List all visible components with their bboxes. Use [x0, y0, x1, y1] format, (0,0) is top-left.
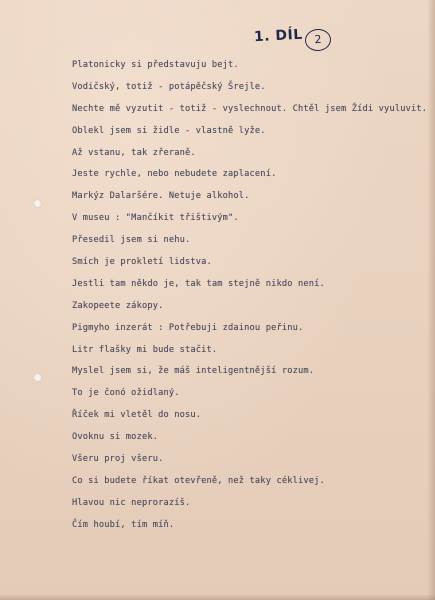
quote-line: Až vstanu, tak zřeraně.: [72, 147, 196, 158]
quote-line: Čím houbí, tím míň.: [72, 519, 175, 530]
quote-line: Co si budete říkat otevřeně, než taky céklivej.: [72, 475, 325, 486]
quote-line: Zakopeete zákopy.: [72, 300, 164, 311]
quote-line: Nechte mě vyzutit - totiž - vyslechnout. Chtěl jsem Žídi vyuluvit.: [72, 103, 428, 114]
quote-line: Hlavou nic neprorazíš.: [72, 497, 191, 508]
quote-line: Jeste rychle, nebo nebudete zaplacení.: [72, 169, 277, 180]
quote-line: Platonicky si představuju bejt.: [72, 60, 239, 70]
quote-line: Přesedil jsem si nehu.: [72, 235, 191, 246]
page-number: 2: [314, 32, 322, 47]
page-number-circle: [304, 28, 331, 52]
quote-line: Litr flašky mi bude stačit.: [72, 344, 218, 355]
quote-list: [72, 58, 428, 540]
quote-line: Říček mi vletěl do nosu.: [72, 410, 202, 421]
quote-line: Oblekl jsem si židle - vlastně lyže.: [72, 125, 266, 136]
quote-line: Všeru proj všeru.: [72, 454, 164, 465]
quote-line: Ovoknu si mozek.: [72, 432, 159, 443]
punch-hole-top: [33, 199, 42, 208]
quote-line: Markýz Dalaršére. Netuje alkohol.: [72, 191, 250, 202]
punch-hole-bottom: [33, 373, 42, 382]
quote-line: Jestli tam někdo je, tak tam stejně nikdo není.: [72, 278, 325, 289]
quote-line: V museu : "Mančíkit třištivým".: [72, 213, 239, 224]
page-fold-shadow: [427, 0, 435, 600]
page-bottom-edge: [0, 594, 435, 600]
quote-line: To je čonó ožidlaný.: [72, 388, 180, 399]
part-label: 1. DÍL: [253, 26, 304, 46]
quote-line: Vodičský, totiž - potápěčský Šrejle.: [72, 81, 266, 92]
quote-line: Pigmyho inzerát : Potřebuji zdainou peřinu.: [72, 322, 304, 333]
quote-line: Myslel jsem si, že máš inteligentnější rozum.: [72, 366, 315, 377]
quote-line: Smích je prokletí lidstva.: [72, 257, 212, 268]
